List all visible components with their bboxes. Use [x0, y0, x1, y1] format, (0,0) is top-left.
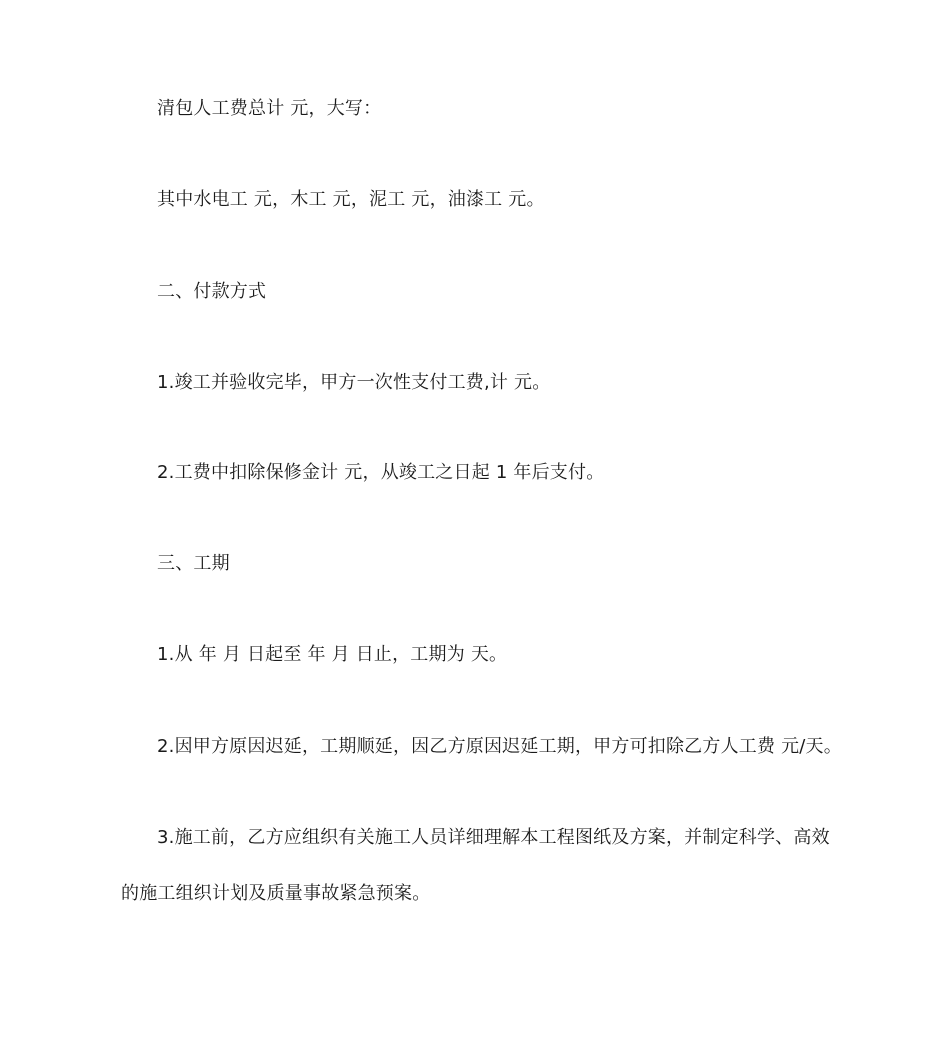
schedule-clause-3: 3.施工前，乙方应组织有关施工人员详细理解本工程图纸及方案，并制定科学、高效: [157, 827, 830, 848]
labor-cost-breakdown-line: 其中水电工 元，木工 元，泥工 元，油漆工 元。: [157, 189, 545, 210]
schedule-clause-1: 1.从 年 月 日起至 年 月 日止，工期为 天。: [157, 644, 508, 665]
schedule-clause-3-continuation: 的施工组织计划及质量事故紧急预案。: [121, 883, 431, 904]
payment-clause-2: 2.工费中扣除保修金计 元，从竣工之日起 1 年后支付。: [157, 462, 605, 483]
section-heading-payment: 二、付款方式: [157, 281, 267, 302]
schedule-clause-2: 2.因甲方原因迟延，工期顺延，因乙方原因迟延工期，甲方可扣除乙方人工费 元/天。: [157, 736, 842, 757]
labor-cost-total-line: 清包人工费总计 元，大写：: [157, 98, 382, 119]
section-heading-schedule: 三、工期: [157, 553, 230, 574]
payment-clause-1: 1.竣工并验收完毕，甲方一次性支付工费,计 元。: [157, 372, 551, 393]
